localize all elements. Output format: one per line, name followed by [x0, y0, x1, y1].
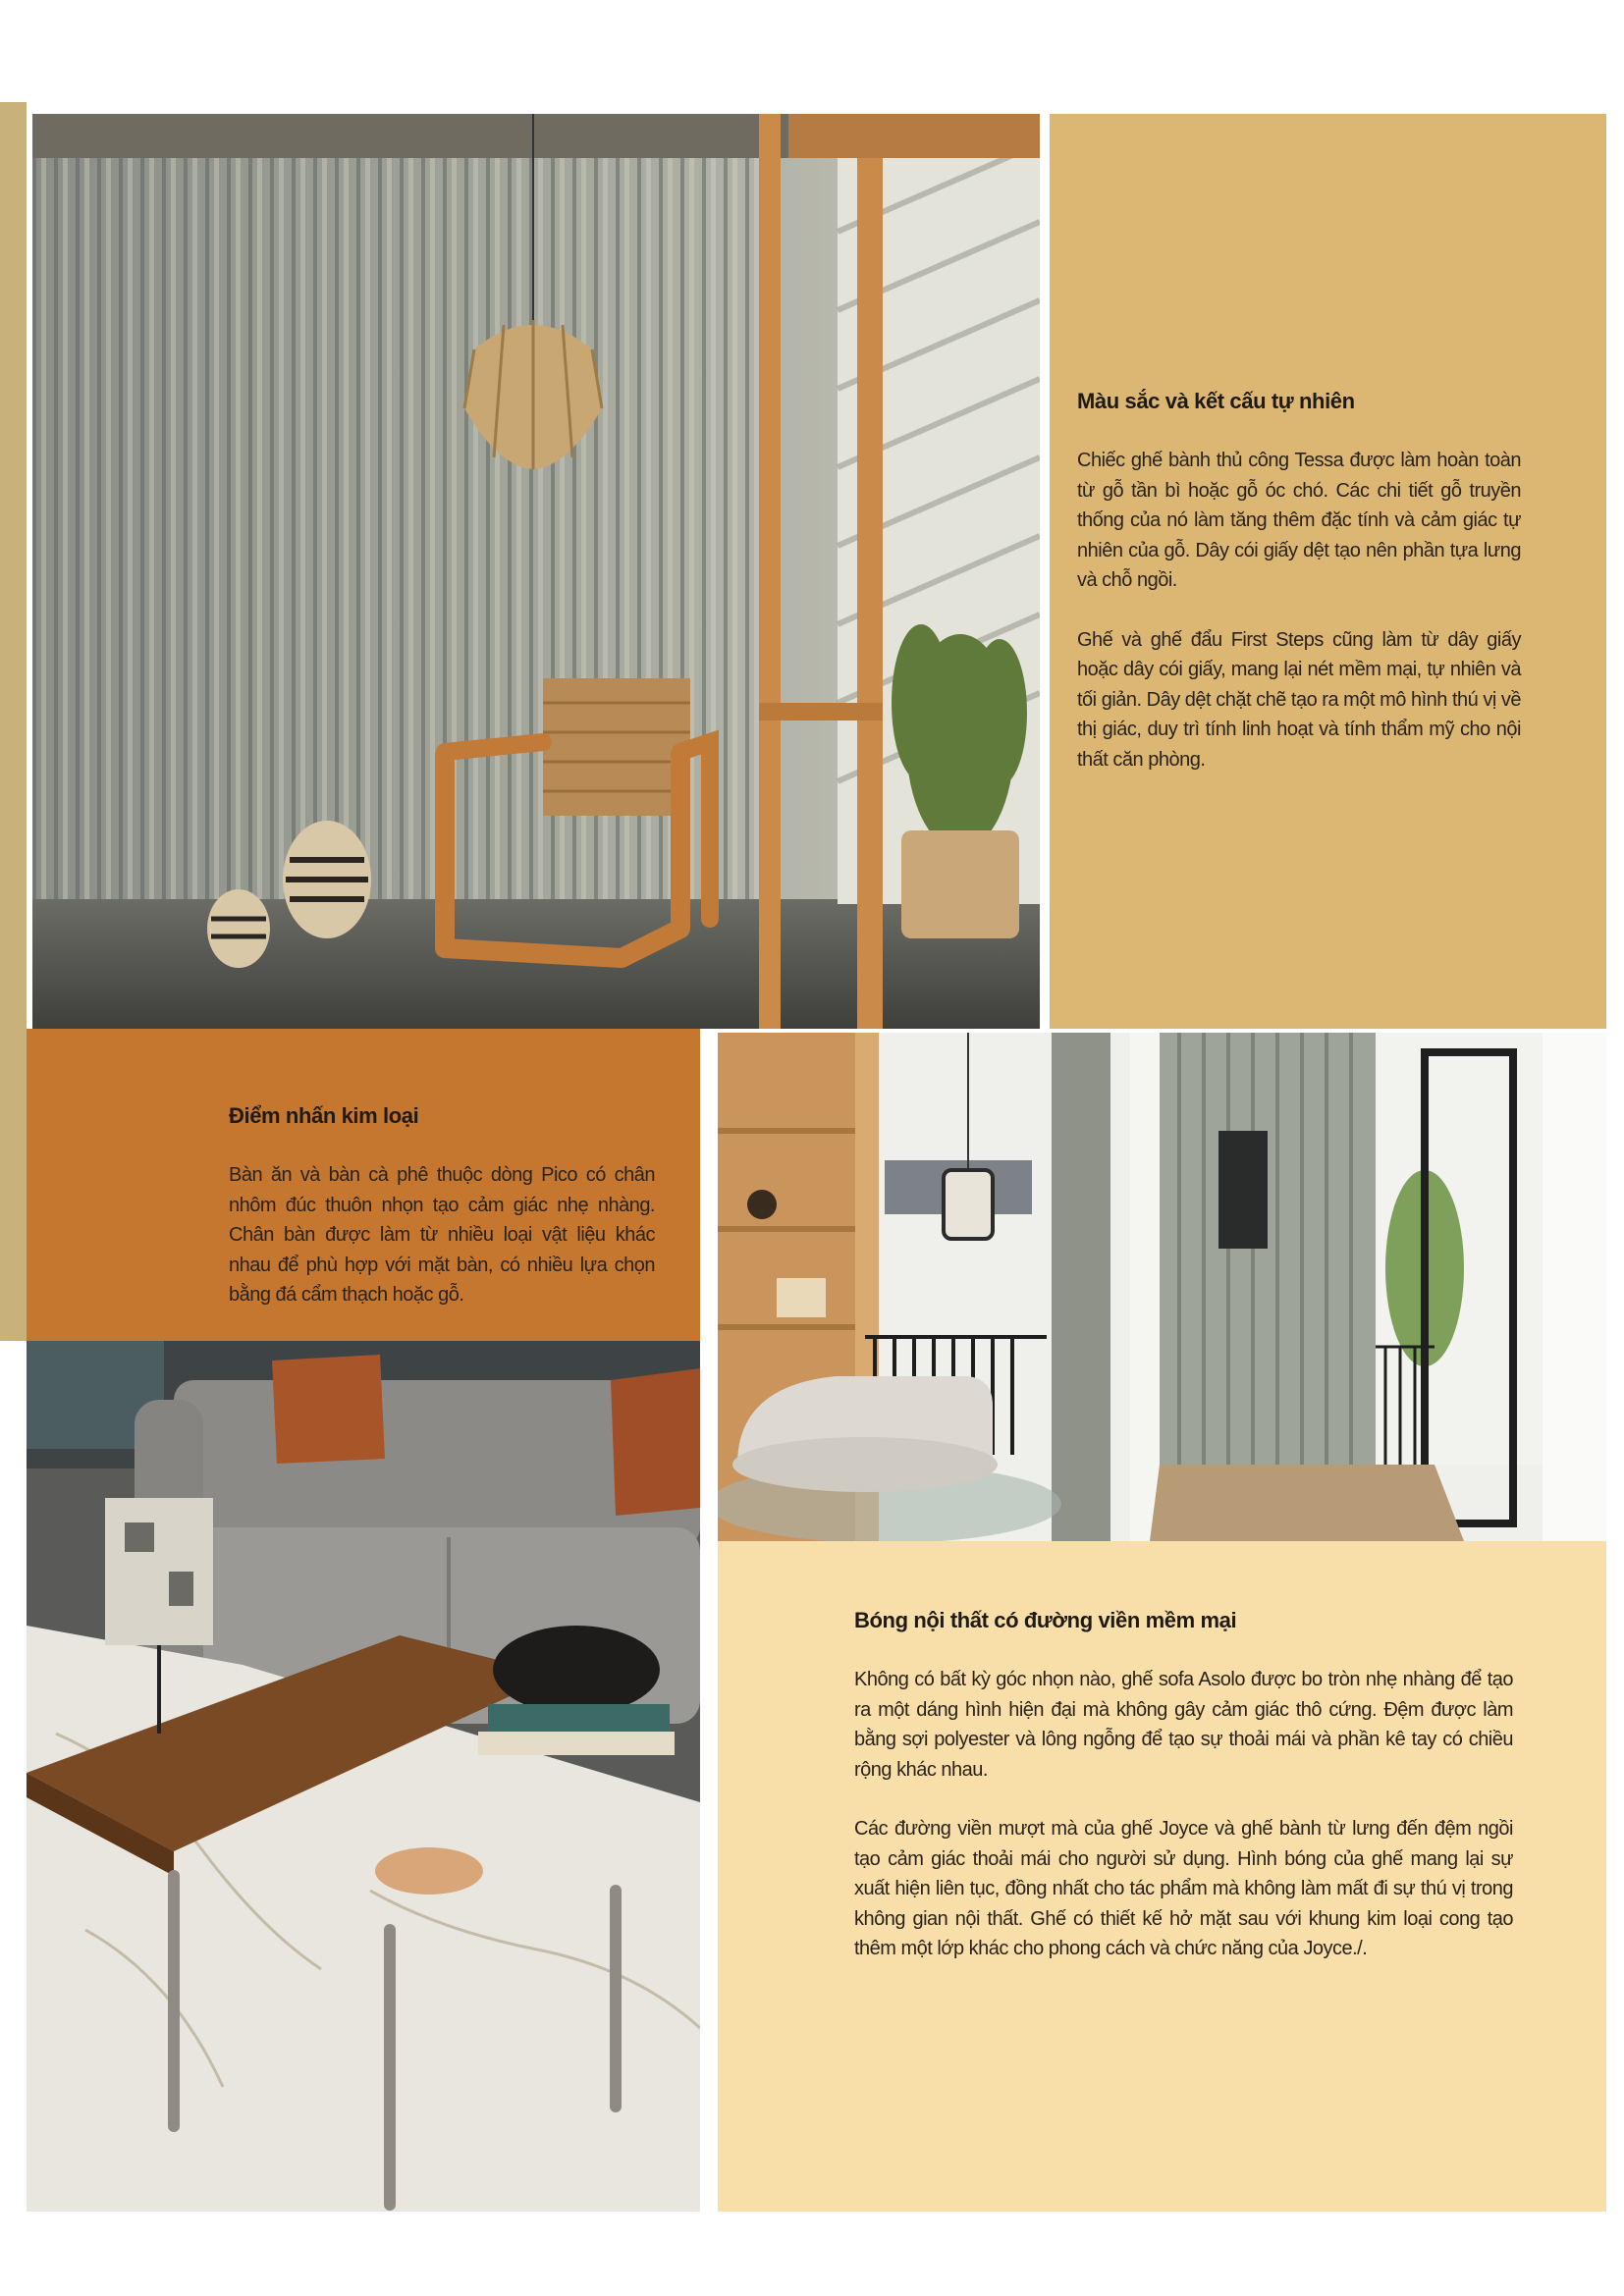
section-heading: Điểm nhấn kim loại: [229, 1103, 419, 1128]
living-room-sofa-photo: [27, 1341, 700, 2212]
left-accent-bar: [0, 102, 27, 1341]
section-soft-contours: [854, 1606, 1513, 1964]
section-natural-color: [1077, 387, 1521, 774]
section-paragraph: Chiếc ghế bành thủ công Tessa được làm hoàn toàn từ gỗ tần bì hoặc gỗ óc chó. Các chi tiết gỗ truyền thống của nó làm tăng thêm đặc tính và cảm giác tự nhiên của gỗ. Dây cói giấy dệt tạo nên phần tựa lưng và chỗ ngồi.: [1077, 450, 1521, 591]
section-paragraph: Các đường viền mượt mà của ghế Joyce và ghế bành từ lưng đến đệm ngồi tạo cảm giác thoải mái cho người sử dụng. Hình bóng của ghế mang lại sự xuất hiện liên tục, đồng nhất cho tác phẩm mà không làm mất đi sự thú vị trong không gian nội thất. Ghế có thiết kế hở mặt sau với khung kim loại cong tạo thêm một lớp khác cho phong cách và chức năng của Joyce./.: [854, 1818, 1513, 1959]
section-heading: Màu sắc và kết cấu tự nhiên: [1077, 389, 1355, 413]
section-metal-accent: [229, 1101, 655, 1310]
round-chair-balcony-photo: [718, 1033, 1606, 1541]
interior-armchair-photo: [32, 114, 1040, 1029]
section-heading: Bóng nội thất có đường viền mềm mại: [854, 1608, 1237, 1632]
section-paragraph: Ghế và ghế đẩu First Steps cũng làm từ dây giấy hoặc dây cói giấy, mang lại nét mềm mại, tự nhiên và tối giản. Dây dệt chặt chẽ tạo ra một mô hình thú vị về thị giác, duy trì tính linh hoạt và tính thẩm mỹ cho nội thất căn phòng.: [1077, 628, 1521, 771]
section-paragraph: Không có bất kỳ góc nhọn nào, ghế sofa Asolo được bo tròn nhẹ nhàng để tạo ra một dáng hình hiện đại mà không gây cảm giác thô cứng. Đệm được làm bằng sợi polyester và lông ngỗng để tạo sự thoải mái và phần kê tay có chiều rộng khác nhau.: [854, 1669, 1513, 1781]
section-paragraph: Bàn ăn và bàn cà phê thuộc dòng Pico có chân nhôm đúc thuôn nhọn tạo cảm giác nhẹ nhàng. Chân bàn được làm từ nhiều loại vật liệu khác nhau để phù hợp với mặt bàn, có nhiều lựa chọn bằng đá cẩm thạch hoặc gỗ.: [229, 1164, 655, 1306]
